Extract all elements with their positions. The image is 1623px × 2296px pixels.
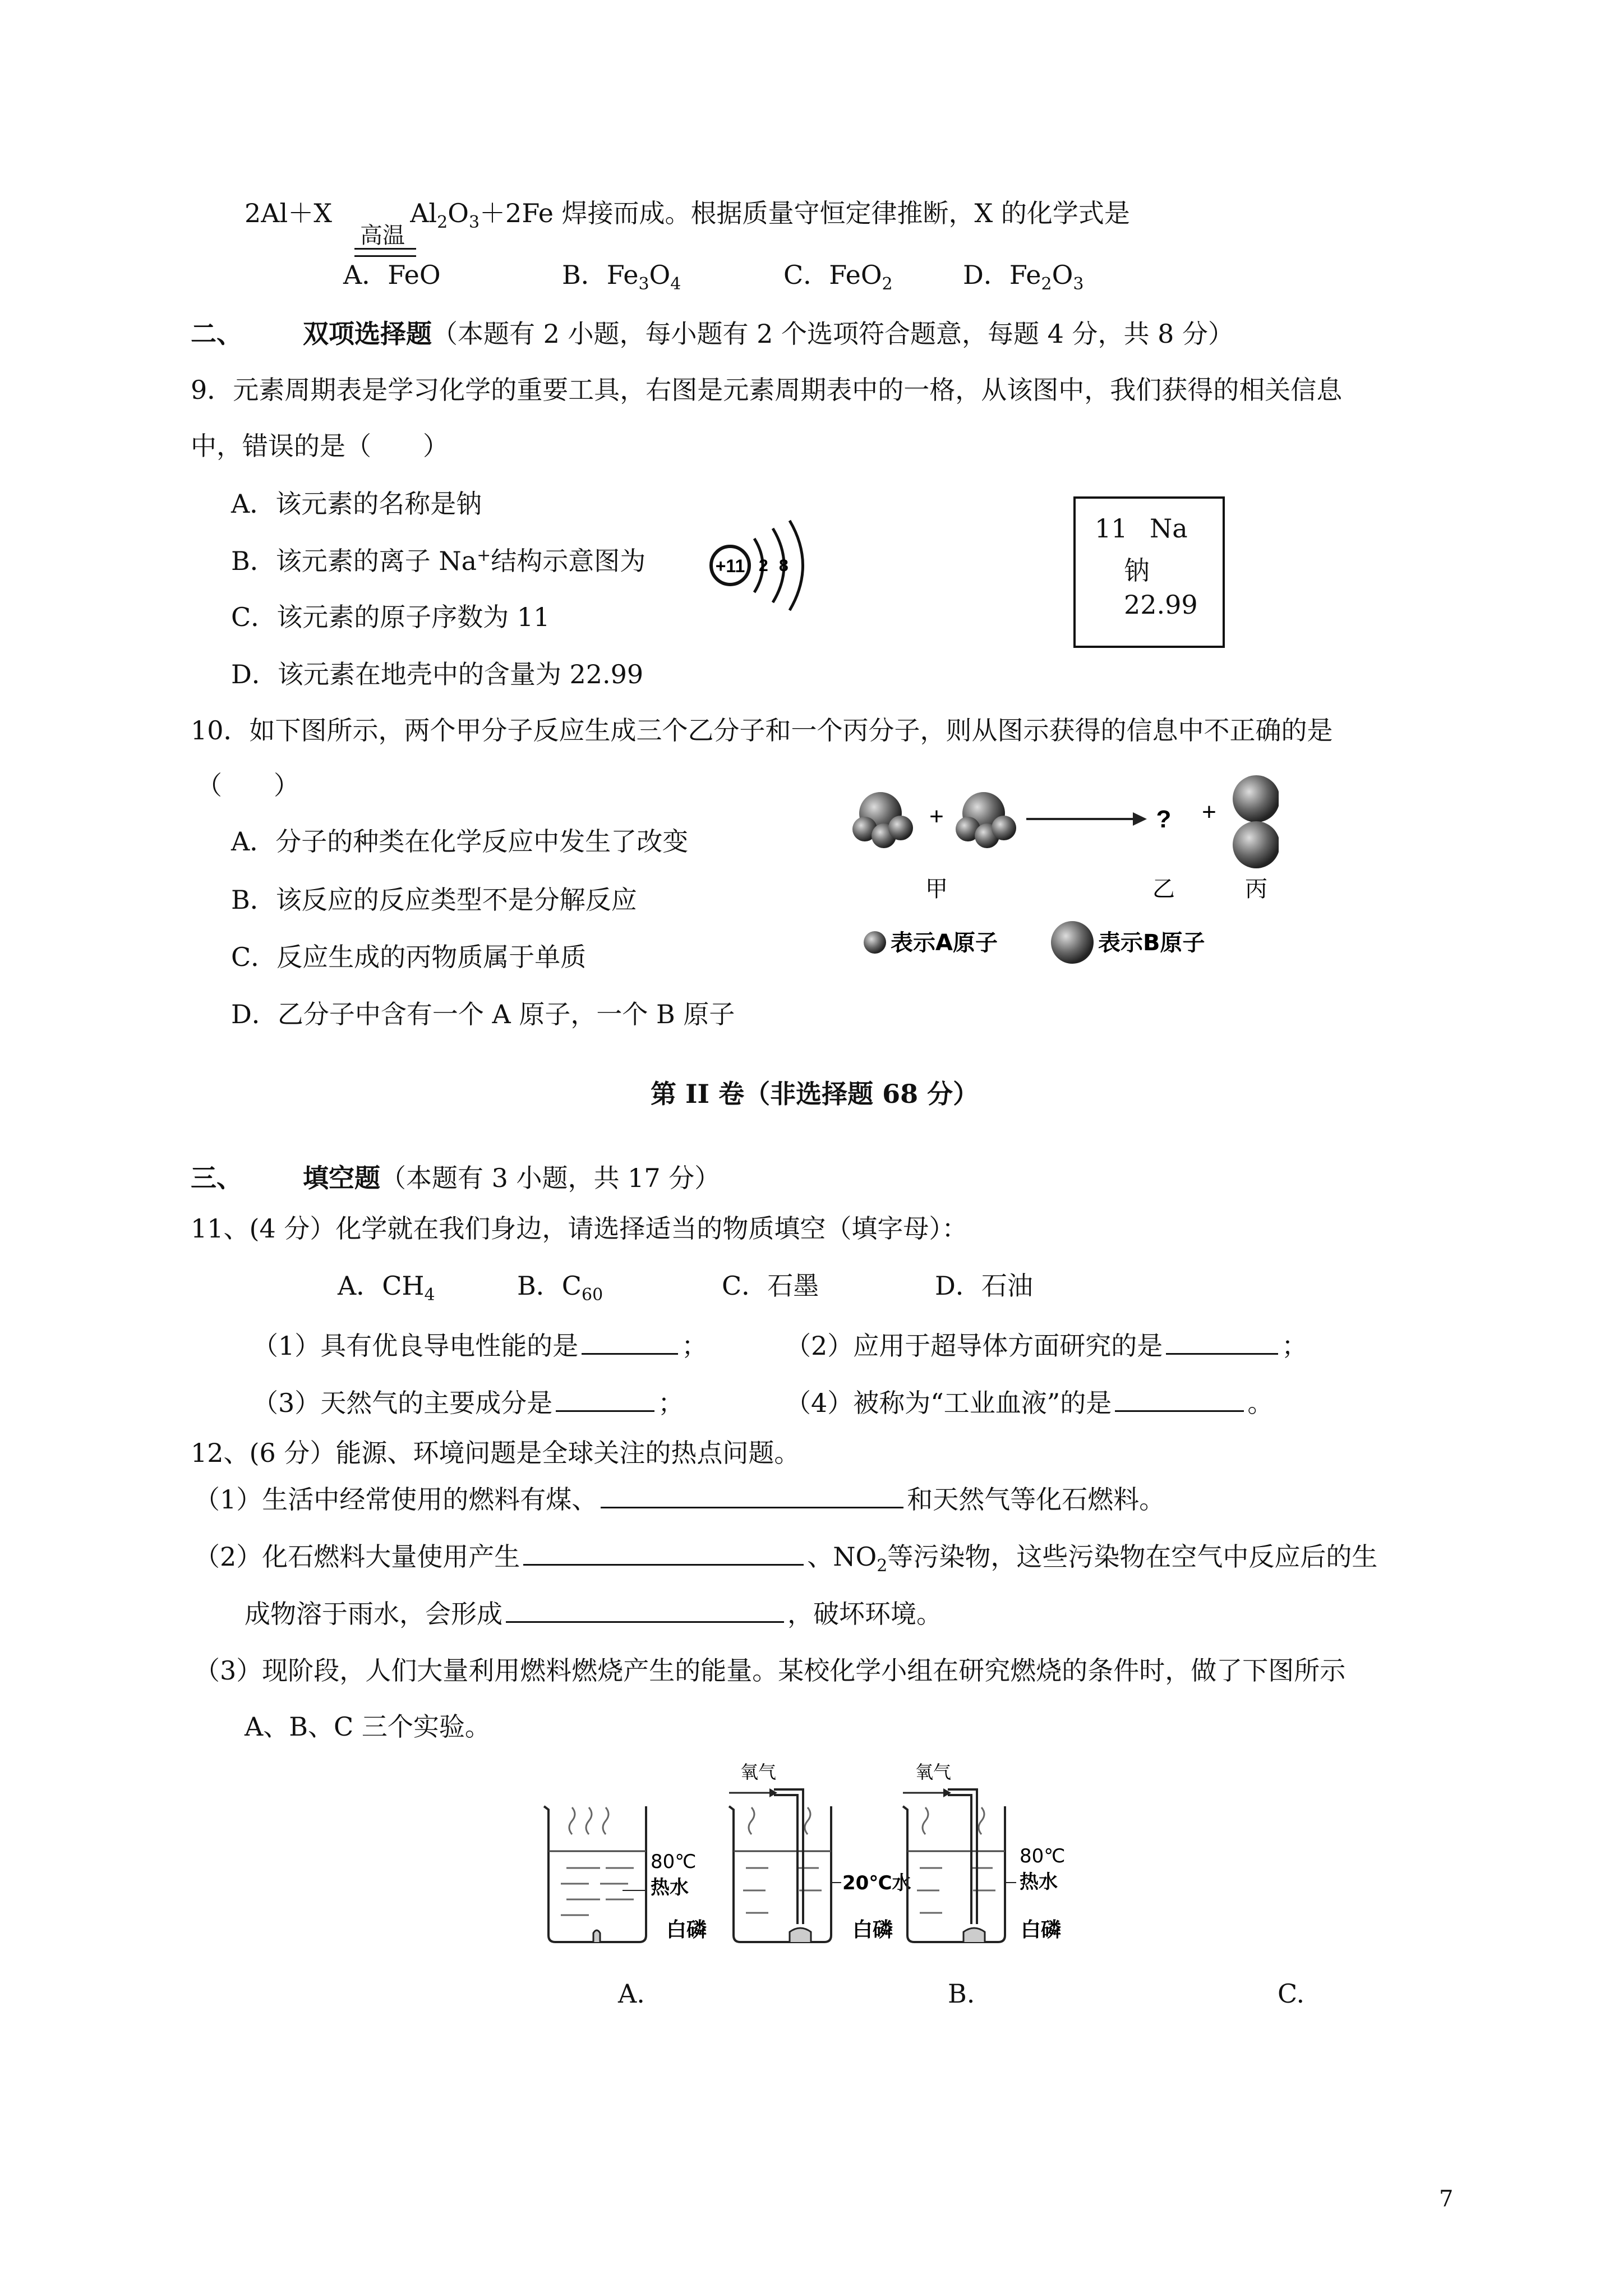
nucleus-charge: +11 <box>715 556 745 576</box>
q10-option-c: C．反应生成的丙物质属于单质 <box>231 942 587 972</box>
label-bing: 丙 <box>1245 876 1267 902</box>
oxygen-label-c: 氧气 <box>915 1761 952 1783</box>
label-yi: 乙 <box>1152 876 1175 902</box>
atomic-number: 11 <box>1095 513 1128 544</box>
q12-part3-cont: A、B、C 三个实验。 <box>245 1711 491 1742</box>
answer-blank[interactable] <box>556 1386 654 1412</box>
hot-water-temp-c: 80℃ <box>1020 1845 1066 1867</box>
q12-part2: （2）化石燃料大量使用产生 、$NO_2$等污染物，这些污染物在空气中反应后的生 <box>194 1539 1377 1573</box>
q10-stem-line2: （ ） <box>196 770 299 800</box>
q9-option-a: A．该元素的名称是钠 <box>231 489 482 519</box>
answer-blank[interactable] <box>1166 1328 1278 1355</box>
legend-atom-a <box>864 931 886 954</box>
q11-options: A．$CH_4$ B．$C_{60}$ C．石墨 D．石油 <box>338 1271 1033 1305</box>
legend-atom-b <box>1051 921 1094 964</box>
atom-b <box>1233 775 1279 822</box>
plus-sign: + <box>929 803 944 830</box>
reaction-arrow-double-line <box>354 248 416 257</box>
q8-equation: 2Al＋X $Al_2O_3+2Fe$ 焊接而成。根据质量守恒定律推断，X 的化学式是 <box>245 198 1130 233</box>
atom-b <box>1233 821 1279 868</box>
experiment-label-b: B. <box>948 1978 975 2009</box>
answer-blank[interactable] <box>582 1328 678 1355</box>
arrow-head <box>1133 812 1147 826</box>
hot-water-temp-a: 80℃ <box>651 1851 697 1873</box>
q9-option-c: C．该元素的原子序数为 11 <box>231 602 550 632</box>
atomic-mass: 22.99 <box>1124 590 1198 620</box>
cold-water-label-b: 20℃水 <box>842 1872 911 1894</box>
phosphorus-label-b: 白磷 <box>852 1918 893 1941</box>
q9-option-d: D．该元素在地壳中的含量为 22.99 <box>231 659 644 689</box>
q9-option-b: B．该元素的离子 Na+结构示意图为 <box>231 545 646 576</box>
oxygen-label-b: 氧气 <box>740 1761 777 1783</box>
answer-blank[interactable] <box>1115 1386 1244 1412</box>
beaker-c <box>903 1789 1005 1942</box>
legend-b-text: 表示B原子 <box>1098 930 1205 956</box>
q10-option-b: B．该反应的反应类型不是分解反应 <box>231 885 637 915</box>
shell-2-electrons: 8 <box>779 556 789 575</box>
reaction-condition: 高温 <box>360 223 405 249</box>
answer-blank[interactable] <box>601 1482 903 1508</box>
label-jia: 甲 <box>925 876 948 902</box>
phosphorus-label-a: 白磷 <box>666 1918 707 1941</box>
q12-part3: （3）现阶段，人们大量利用燃料燃烧产生的能量。某校化学小组在研究燃烧的条件时，做了下图所示 <box>194 1655 1346 1686</box>
element-symbol: Na <box>1150 513 1188 544</box>
beaker-b <box>729 1789 831 1942</box>
legend-a-text: 表示A原子 <box>891 930 998 956</box>
atom-a <box>888 816 913 840</box>
section-3-heading: 三、 填空题（本题有 3 小题，共 17 分） <box>191 1163 721 1193</box>
q8-options: A．FeO B．$Fe_3O_4$ C．FeO$_2$ D．$Fe_2O_3$ <box>343 260 1084 295</box>
phosphorus-label-c: 白磷 <box>1021 1918 1062 1941</box>
q11-part3: （3）天然气的主要成分是 ； <box>252 1386 684 1420</box>
page-number: 7 <box>1439 2186 1454 2212</box>
q10-option-a: A．分子的种类在化学反应中发生了改变 <box>231 826 689 857</box>
element-name: 钠 <box>1124 555 1150 586</box>
q12-part1: （1）生活中经常使用的燃料有煤、 和天然气等化石燃料。 <box>194 1482 1165 1516</box>
unknown-product: ? <box>1156 806 1172 833</box>
q9-stem-line1: 9．元素周期表是学习化学的重要工具，右图是元素周期表中的一格，从该图中，我们获得的相关信息 <box>191 375 1343 405</box>
part2-title: 第 II 卷（非选择题 68 分） <box>651 1079 979 1109</box>
experiment-label-a: A. <box>618 1978 645 2009</box>
q10-stem-line1: 10．如下图所示，两个甲分子反应生成三个乙分子和一个丙分子，则从图示获得的信息中不正确的是 <box>191 715 1333 746</box>
q11-stem: 11、(4 分）化学就在我们身边，请选择适当的物质填空（填字母）： <box>191 1213 968 1244</box>
section-2-heading: 二、 双项选择题（本题有 2 小题，每小题有 2 个选项符合题意，每题 4 分，共 8 分） <box>191 319 1234 349</box>
plus-sign: + <box>1202 798 1216 826</box>
q9-stem-line2: 中，错误的是（ ） <box>191 431 449 461</box>
answer-blank[interactable] <box>523 1539 804 1566</box>
q12-part2-cont: 成物溶于雨水，会形成 ，破坏环境。 <box>245 1596 942 1631</box>
periodic-table-cell <box>1073 496 1225 648</box>
q12-stem: 12、(6 分）能源、环境问题是全球关注的热点问题。 <box>191 1438 800 1468</box>
molecule-reaction-diagram <box>841 774 1279 976</box>
na-ion-structure-diagram <box>701 516 813 611</box>
q11-part4: （4）被称为“工业血液”的是 。 <box>785 1386 1273 1420</box>
hot-water-label-a: 热水 <box>651 1876 689 1899</box>
q11-part1: （1）具有优良导电性能的是 ； <box>252 1328 707 1363</box>
beaker-a <box>544 1806 646 1942</box>
shell-1-electrons: 2 <box>759 556 768 575</box>
answer-blank[interactable] <box>506 1596 784 1623</box>
combustion-experiment-diagram <box>538 1756 1110 1947</box>
q11-part2: （2）应用于超导体方面研究的是 ； <box>785 1328 1307 1363</box>
experiment-label-c: C. <box>1278 1978 1305 2009</box>
atom-a <box>992 816 1016 840</box>
q10-option-d: D．乙分子中含有一个 A 原子，一个 B 原子 <box>231 999 735 1029</box>
hot-water-label-c: 热水 <box>1020 1871 1058 1893</box>
